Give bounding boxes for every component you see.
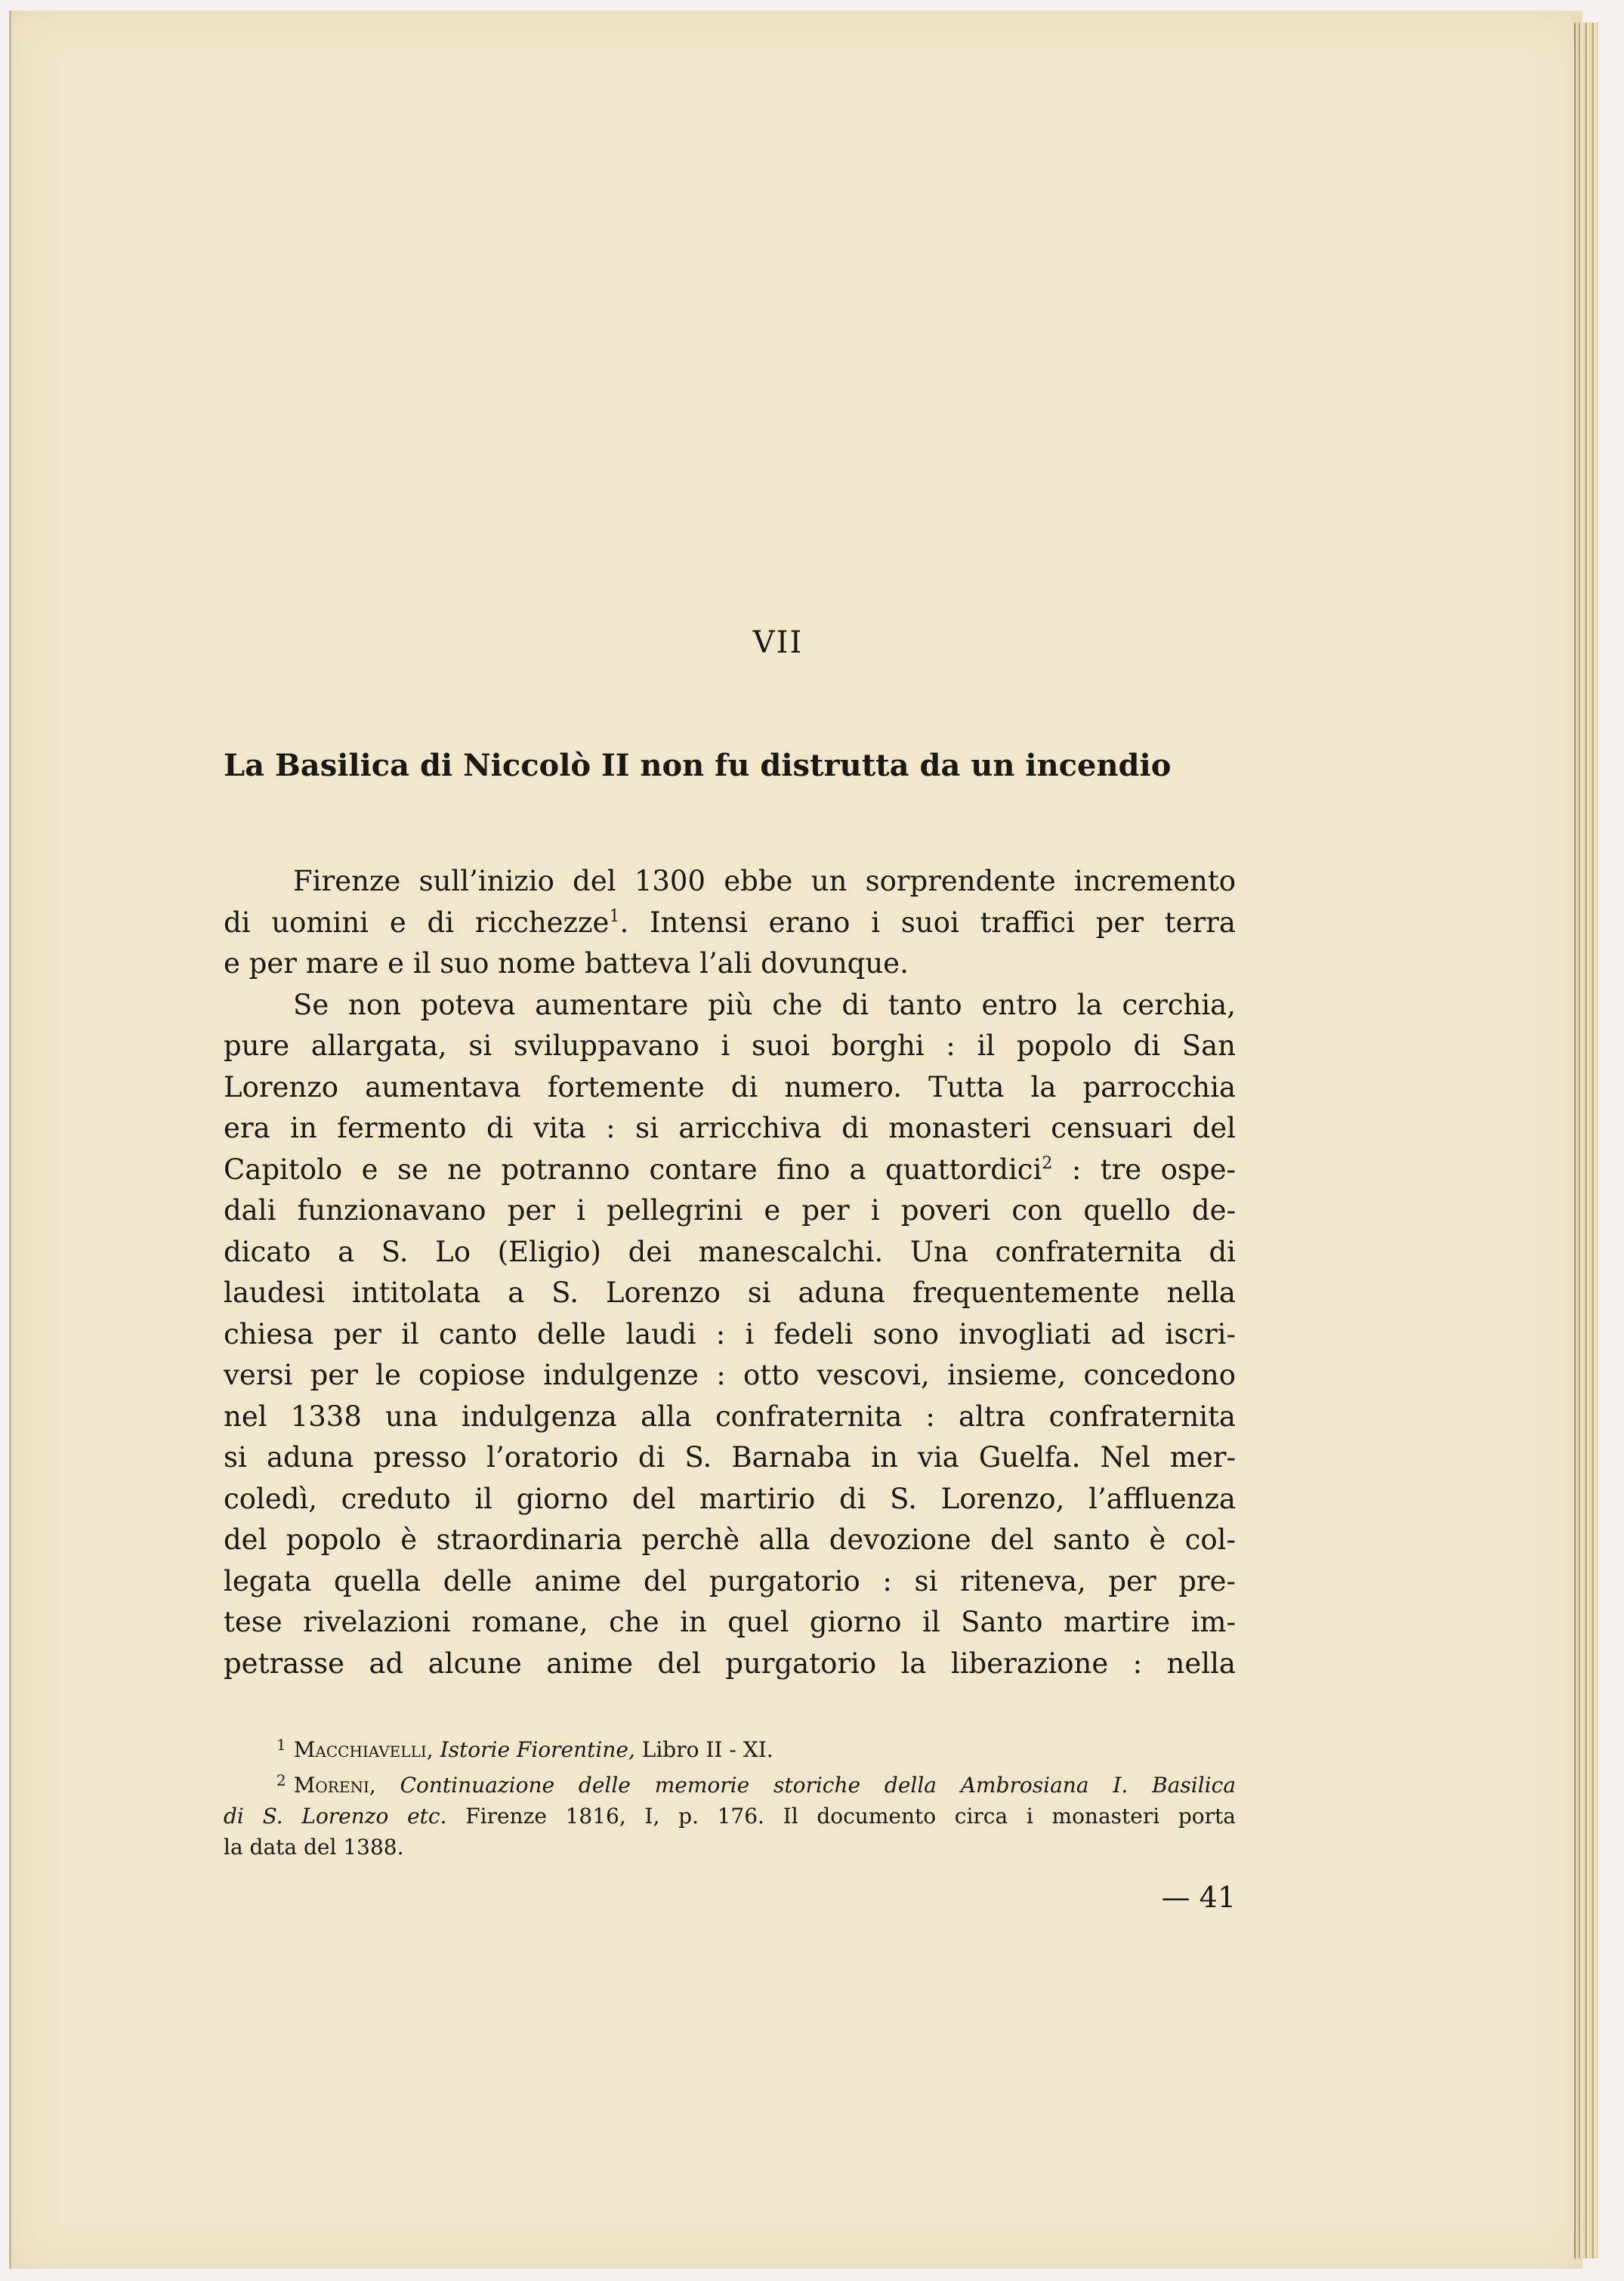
chapter-number: VII: [752, 625, 804, 660]
body-line: chiesa per il canto delle laudi : i fedeli sono invogliati ad iscri-: [224, 1317, 1236, 1350]
footnotes: [224, 1730, 1236, 1863]
body-line: di uomini e di ricchezze$^1$. Intensi erano i suoi traffici per terra: [224, 906, 1236, 939]
body-line: si aduna presso l’oratorio di S. Barnaba in via Guelfa. Nel mer-: [224, 1441, 1236, 1474]
body-line: dali funzionavano per i pellegrini e per i poveri con quello de-: [224, 1194, 1236, 1227]
body-line: tese rivelazioni romane, che in quel giorno il Santo martire im-: [224, 1606, 1236, 1638]
footnote-1: $^1$ Macchiavelli, Istorie Fiorentine, Libro II - XI.: [276, 1736, 773, 1762]
chapter-title: La Basilica di Niccolò II non fu distrutta da un incendio: [224, 748, 1172, 783]
footnote-2-line: di S. Lorenzo etc. Firenze 1816, I, p. 176. Il documento circa i monasteri porta: [224, 1804, 1236, 1829]
body-line: petrasse ad alcune anime del purgatorio la liberazione : nella: [224, 1647, 1236, 1680]
body-line: dicato a S. Lo (Eligio) dei manescalchi. Una confraternita di: [224, 1235, 1236, 1268]
body-line: era in fermento di vita : si arricchiva di monasteri censuari del: [224, 1112, 1236, 1144]
body-line: del popolo è straordinaria perchè alla devozione del santo è col-: [224, 1523, 1236, 1556]
footnote-ref-1: 1: [609, 906, 620, 926]
body-text: [224, 861, 1236, 1684]
page-number: — 41: [1161, 1881, 1236, 1914]
body-line: Capitolo e se ne potranno contare fino a quattordici$^2$ : tre ospe-: [224, 1153, 1236, 1186]
body-line: Lorenzo aumentava fortemente di numero. Tutta la parrocchia: [224, 1070, 1236, 1103]
body-line: laudesi intitolata a S. Lorenzo si aduna frequentemente nella: [224, 1276, 1236, 1309]
body-line: Se non poteva aumentare più che di tanto entro la cerchia,: [293, 988, 1236, 1021]
body-line: versi per le copiose indulgenze : otto vescovi, insieme, concedono: [224, 1359, 1236, 1391]
body-line: coledì, creduto il giorno del martirio di S. Lorenzo, l’affluenza: [224, 1482, 1236, 1515]
body-line: Firenze sull’inizio del 1300 ebbe un sorprendente incremento: [293, 865, 1236, 897]
footnote-2: $^2$ Moreni, Continuazione delle memorie storiche della Ambrosiana I. Basilica: [276, 1771, 1237, 1798]
footnote-2-line: la data del 1388.: [224, 1835, 404, 1860]
body-line: legata quella delle anime del purgatorio : si riteneva, per pre-: [224, 1564, 1236, 1597]
body-line: pure allargata, si sviluppavano i suoi borghi : il popolo di San: [224, 1029, 1236, 1062]
page-edges: [1574, 23, 1598, 2258]
body-line: e per mare e il suo nome batteva l’ali dovunque.: [224, 947, 909, 980]
body-line: nel 1338 una indulgenza alla confraternita : altra confraternita: [224, 1400, 1236, 1433]
footnote-ref-2: 2: [1042, 1153, 1053, 1173]
